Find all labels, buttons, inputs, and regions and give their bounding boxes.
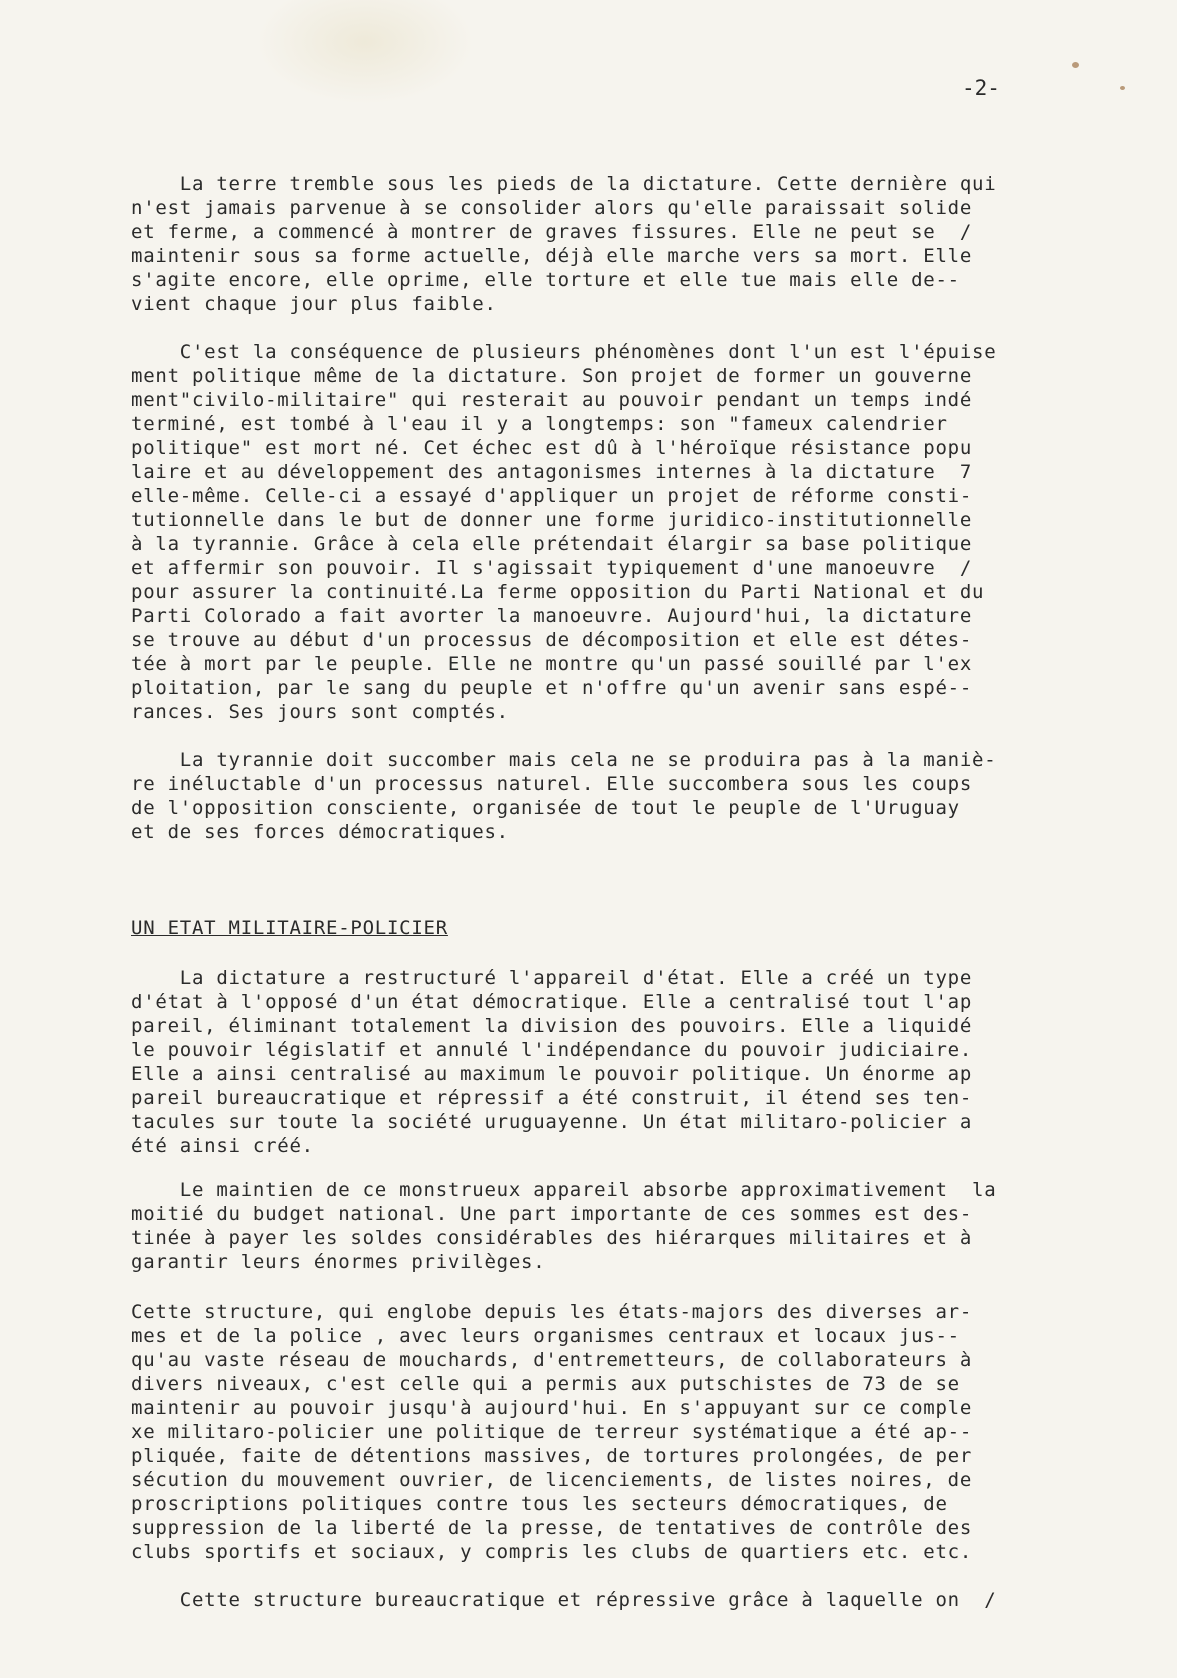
page-number: -2- <box>962 76 1000 100</box>
section-paragraph-4: Cette structure bureaucratique et répressive grâce à laquelle on / <box>131 1589 997 1611</box>
paragraph-3: La tyrannie doit succomber mais cela ne se produira pas à la maniè- re inéluctable d'un processus naturel. Elle succombera sous les coups de l'opposition consciente, organisée de tout le peuple de l'Uruguay et de ses forces démocratiques. <box>131 749 997 843</box>
paper-speck <box>1120 86 1125 90</box>
section-paragraph-3: Cette structure, qui englobe depuis les états-majors des diverses ar- mes et de la police , avec leurs organismes centraux et locaux jus-- qu'au vaste réseau de mouchards, d'entremetteurs, de collaborateurs à divers niveaux, c'est celle qui a permis aux putschistes de 73 de se maintenir au pouvoir jusqu'à aujourd'hui. En s'appuyant sur ce comple xe militaro-policier une politique de terreur systématique a été ap-- pliquée, faite de détentions massives, de tortures prolongées, de per sécution du mouvement ouvrier, de licenciements, de listes noires, de proscriptions politiques contre tous les secteurs démocratiques, de suppression de la liberté de la presse, de tentatives de contrôle des clubs sportifs et sociaux, y compris les clubs de quartiers etc. etc. <box>131 1301 973 1563</box>
section-paragraph-1: La dictature a restructuré l'appareil d'état. Elle a créé un type d'état à l'opposé d'un état démocratique. Elle a centralisé tout l'ap pareil, éliminant totalement la division des pouvoirs. Elle a liquidé le pouvoir législatif et annulé l'indépendance du pouvoir judiciaire. Elle a ainsi centralisé au maximum le pouvoir politique. Un énorme ap pareil bureaucratique et répressif a été construit, il étend ses ten- tacules sur toute la société uruguayenne. Un état militaro-policier a été ainsi créé. <box>131 967 973 1157</box>
paragraph-2: C'est la conséquence de plusieurs phénomènes dont l'un est l'épuise ment politique même de la dictature. Son projet de former un gouverne ment"civilo-militaire" qui resterait au pouvoir pendant un temps indé terminé, est tombé à l'eau il y a longtemps: son "fameux calendrier politique" est mort né. Cet échec est dû à l'héroïque résistance popu laire et au développement des antagonismes internes à la dictature 7 elle-même. Celle-ci a essayé d'appliquer un projet de réforme consti- tutionnelle dans le but de donner une forme juridico-institutionnelle à la tyrannie. Grâce à cela elle prétendait élargir sa base politique et affermir son pouvoir. Il s'agissait typiquement d'une manoeuvre / pour assurer la continuité.La ferme opposition du Parti National et du Parti Colorado a fait avorter la manoeuvre. Aujourd'hui, la dictature se trouve au début d'un processus de décomposition et elle est détes- tée à mort par le peuple. Elle ne montre qu'un passé souillé par l'ex ploitation, par le sang du peuple et n'offre qu'un avenir sans espé-- rances. Ses jours sont comptés. <box>131 341 997 723</box>
section-heading: UN ETAT MILITAIRE-POLICIER <box>131 917 448 939</box>
paper-speck <box>1072 62 1079 68</box>
section-paragraph-2: Le maintien de ce monstrueux appareil absorbe approximativement la moitié du budget national. Une part importante de ces sommes est des- tinée à payer les soldes considérables des hiérarques militaires et à garantir leurs énormes privilèges. <box>131 1179 997 1273</box>
paragraph-1: La terre tremble sous les pieds de la dictature. Cette dernière qui n'est jamais parvenue à se consolider alors qu'elle paraissait solide et ferme, a commencé à montrer de graves fissures. Elle ne peut se / maintenir sous sa forme actuelle, déjà elle marche vers sa mort. Elle s'agite encore, elle oprime, elle torture et elle tue mais elle de-- vient chaque jour plus faible. <box>131 173 997 315</box>
paper-stain <box>255 0 475 105</box>
